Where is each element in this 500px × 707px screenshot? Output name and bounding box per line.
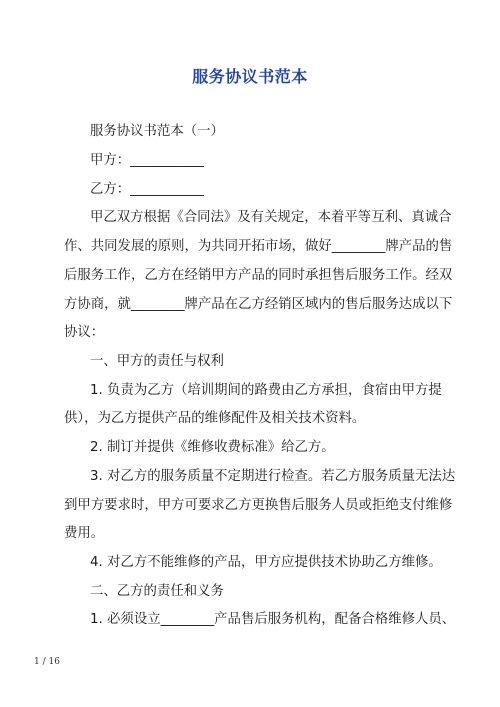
party-a-line: 甲方：___________ xyxy=(90,153,204,168)
paragraph-line: 后服务工作，乙方在经销甲方产品的同时承担售后服务工作。经双 xyxy=(64,268,453,283)
paragraph-line: 方协商，就________牌产品在乙方经销区域内的售后服务达成以下 xyxy=(64,297,453,312)
paragraph-line: 甲乙双方根据《合同法》及有关规定，本着平等互利、真诚合 xyxy=(90,210,452,225)
party-b-line: 乙方：___________ xyxy=(90,182,204,197)
paragraph-line: 4. 对乙方不能维修的产品，甲方应提供技术协助乙方维修。 xyxy=(90,555,442,570)
paragraph-line: 协议： xyxy=(64,325,105,340)
paragraph-line: 费用。 xyxy=(64,526,105,541)
paragraph-line: 作、共同发展的原则，为共同开拓市场，做好________牌产品的售 xyxy=(64,239,453,254)
paragraph-line: 1. 负责为乙方（培训期间的路费由乙方承担，食宿由甲方提 xyxy=(90,383,442,398)
paragraph-line: 供），为乙方提供产品的维修配件及相关技术资料。 xyxy=(64,411,366,426)
section-heading: 二、乙方的责任和义务 xyxy=(90,584,224,599)
page-number: 1 / 16 xyxy=(34,657,60,667)
paragraph-line: 1. 必须设立________产品售后服务机构，配备合格维修人员、 xyxy=(90,612,456,627)
paragraph-line: 2. 制订并提供《维修收费标准》给乙方。 xyxy=(90,440,335,455)
section-heading: 一、甲方的责任与权利 xyxy=(90,354,224,369)
document-title: 服务协议书范本 xyxy=(192,67,308,86)
section-heading: 服务协议书范本（一） xyxy=(90,124,224,139)
paragraph-line: 到甲方要求时，甲方可要求乙方更换售后服务人员或拒绝支付维修 xyxy=(64,498,453,513)
paragraph-line: 3. 对乙方的服务质量不定期进行检查。若乙方服务质量无法达 xyxy=(90,469,456,484)
